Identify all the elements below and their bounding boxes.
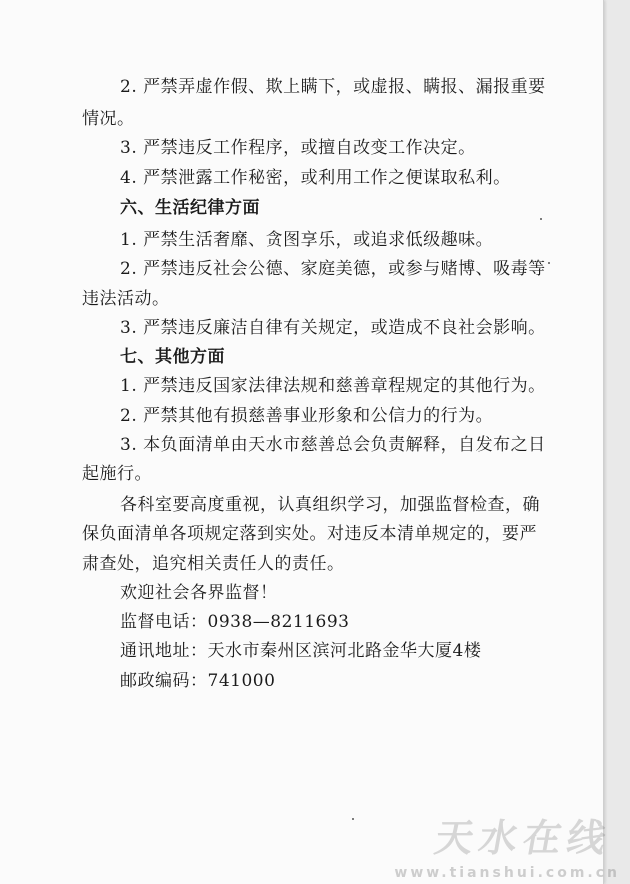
welcome-supervision: 欢迎社会各界监督！ bbox=[120, 583, 278, 603]
closing-para-line-1: 各科室要高度重视，认真组织学习，加强监督检查，确 bbox=[120, 495, 540, 515]
life-rule-2-line-2: 违法活动。 bbox=[82, 289, 170, 309]
life-rule-1: 1. 严禁生活奢靡、贪图享乐，或追求低级趣味。 bbox=[120, 230, 494, 250]
other-rule-2: 2. 严禁其他有损慈善事业形象和公信力的行为。 bbox=[120, 406, 494, 426]
closing-para-line-3: 肃查处，追究相关责任人的责任。 bbox=[82, 554, 345, 574]
other-rule-1: 1. 严禁违反国家法律法规和慈善章程规定的其他行为。 bbox=[120, 376, 546, 396]
rule-2-line-1: 2. 严禁弄虚作假、欺上瞒下，或虚报、瞒报、漏报重要 bbox=[120, 77, 546, 97]
section-heading-other: 七、其他方面 bbox=[120, 347, 225, 367]
scan-speck bbox=[352, 818, 354, 820]
life-rule-3: 3. 严禁违反廉洁自律有关规定，或造成不良社会影响。 bbox=[120, 318, 546, 338]
scan-speck bbox=[548, 262, 550, 264]
section-heading-life-discipline: 六、生活纪律方面 bbox=[120, 198, 260, 218]
rule-3: 3. 严禁违反工作程序，或擅自改变工作决定。 bbox=[120, 138, 476, 158]
rule-4: 4. 严禁泄露工作秘密，或利用工作之便谋取私利。 bbox=[120, 168, 511, 188]
closing-para-line-2: 保负面清单各项规定落到实处。对违反本清单规定的，要严 bbox=[82, 524, 537, 544]
life-rule-2-line-1: 2. 严禁违反社会公德、家庭美德，或参与赌博、吸毒等 bbox=[120, 259, 546, 279]
mailing-address: 通讯地址：天水市秦州区滨河北路金华大厦4楼 bbox=[120, 641, 482, 661]
postal-code: 邮政编码：741000 bbox=[120, 671, 276, 691]
supervision-phone: 监督电话：0938—8211693 bbox=[120, 612, 350, 632]
site-watermark-url: www.tianshui.com.cn bbox=[394, 865, 620, 881]
site-watermark: 天水在线 bbox=[431, 816, 616, 860]
other-rule-3-line-2: 起施行。 bbox=[82, 464, 152, 484]
rule-2-line-2: 情况。 bbox=[82, 109, 135, 129]
scan-speck bbox=[540, 218, 542, 220]
other-rule-3-line-1: 3. 本负面清单由天水市慈善总会负责解释，自发布之日 bbox=[120, 435, 546, 455]
